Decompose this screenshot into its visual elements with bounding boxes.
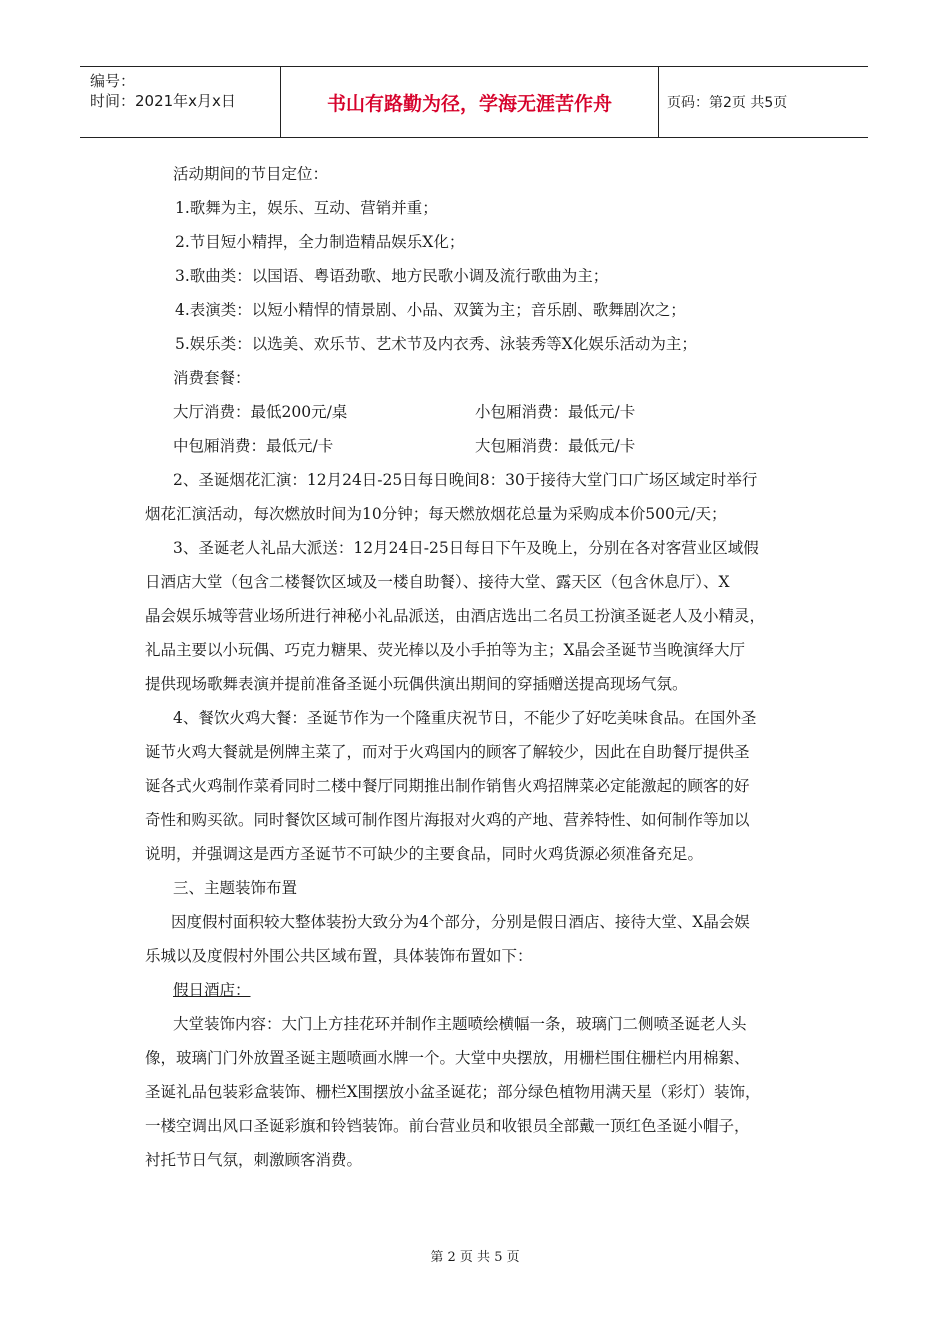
subsection-heading: [145, 973, 810, 1007]
body-line: 诞节火鸡大餐就是例牌主菜了，而对于火鸡国内的顾客了解较少，因此在自助餐厅提供圣: [145, 743, 750, 761]
list-item: 3.歌曲类：以国语、粤语劲歌、地方民歌小调及流行歌曲为主；: [175, 267, 609, 285]
body-line: 提供现场歌舞表演并提前准备圣诞小玩偶供演出期间的穿插赠送提高现场气氛。: [145, 675, 688, 693]
body-line: 礼品主要以小玩偶、巧克力糖果、荧光棒以及小手拍等为主；X晶会圣诞节当晚演绎大厅: [145, 641, 746, 659]
price-row: [145, 429, 810, 463]
medium-room-price: 中包厢消费：最低元/卡: [173, 437, 334, 455]
section-heading: 三、主题装饰布置: [173, 879, 298, 897]
body-line: 3、圣诞老人礼品大派送：12月24日-25日每日下午及晚上，分别在各对客营业区域假: [173, 539, 759, 557]
list-item: 2.节目短小精捍，全力制造精品娱乐X化；: [175, 233, 465, 251]
body-line: 晶会娱乐城等营业场所进行神秘小礼品派送，由酒店选出二名员工扮演圣诞老人及小精灵，: [145, 607, 766, 625]
body-line: 一楼空调出风口圣诞彩旗和铃铛装饰。前台营业员和收银员全部戴一顶红色圣诞小帽子，: [145, 1117, 750, 1135]
body-line: 说明，并强调这是西方圣诞节不可缺少的主要食品，同时火鸡货源必须准备充足。: [145, 845, 704, 863]
document-number-label: 编号：: [90, 72, 136, 90]
body-line: 大堂装饰内容：大门上方挂花环并制作主题喷绘横幅一条，玻璃门二侧喷圣诞老人头: [173, 1015, 747, 1033]
body-line: 像，玻璃门门外放置圣诞主题喷画水牌一个。大堂中央摆放，用栅栏围住栅栏内用棉絮、: [145, 1049, 750, 1067]
body-line: 消费套餐：: [173, 369, 251, 387]
list-item: 4.表演类：以短小精悍的情景剧、小品、双簧为主；音乐剧、歌舞剧次之；: [175, 301, 686, 319]
body-line: 乐城以及度假村外围公共区域布置，具体装饰布置如下：: [145, 947, 533, 965]
subsection-heading-text: 假日酒店：: [173, 981, 251, 999]
list-item: 1.歌舞为主，娱乐、互动、营销并重；: [175, 199, 438, 217]
body-line: 2、圣诞烟花汇演：12月24日-25日每日晚间8：30于接待大堂门口广场区域定时举行: [173, 471, 758, 489]
header-meta: [80, 67, 281, 137]
page-footer: 第 2 页 共 5 页: [430, 1250, 520, 1265]
body-line: 奇性和购买欲。同时餐饮区域可制作图片海报对火鸡的产地、营养特性、如何制作等加以: [145, 811, 750, 829]
body-line: 圣诞礼品包装彩盒装饰、栅栏X围摆放小盆圣诞花；部分绿色植物用满天星（彩灯）装饰，: [145, 1083, 761, 1101]
document-body: [145, 157, 810, 1177]
page-header: [80, 66, 868, 138]
body-line: 诞各式火鸡制作菜肴同时二楼中餐厅同期推出制作销售火鸡招牌菜必定能激起的顾客的好: [145, 777, 750, 795]
body-line: 活动期间的节目定位：: [173, 165, 329, 183]
body-line: 日酒店大堂（包含二楼餐饮区域及一楼自助餐）、接待大堂、露天区（包含休息厅）、X: [145, 573, 730, 591]
list-item: 5.娱乐类：以选美、欢乐节、艺术节及内衣秀、泳装秀等X化娱乐活动为主；: [175, 335, 697, 353]
large-room-price: 大包厢消费：最低元/卡: [475, 437, 636, 455]
body-line: 衬托节日气氛，刺激顾客消费。: [145, 1151, 363, 1169]
header-motto: 书山有路勤为径，学海无涯苦作舟: [281, 67, 659, 137]
document-time-label: 时间：2021年x月x日: [90, 92, 236, 110]
body-line: 4、餐饮火鸡大餐：圣诞节作为一个隆重庆祝节日，不能少了好吃美味食品。在国外圣: [173, 709, 757, 727]
small-room-price: 小包厢消费：最低元/卡: [475, 403, 636, 421]
body-line: 烟花汇演活动，每次燃放时间为10分钟；每天燃放烟花总量为采购成本价500元/天；: [145, 505, 727, 523]
header-page-info: 页码：第2页 共5页: [667, 95, 788, 111]
body-line: 因度假村面积较大整体装扮大致分为4个部分，分别是假日酒店、接待大堂、X晶会娱: [171, 913, 750, 931]
hall-price: 大厅消费：最低200元/桌: [173, 403, 348, 421]
price-row: [145, 395, 810, 429]
